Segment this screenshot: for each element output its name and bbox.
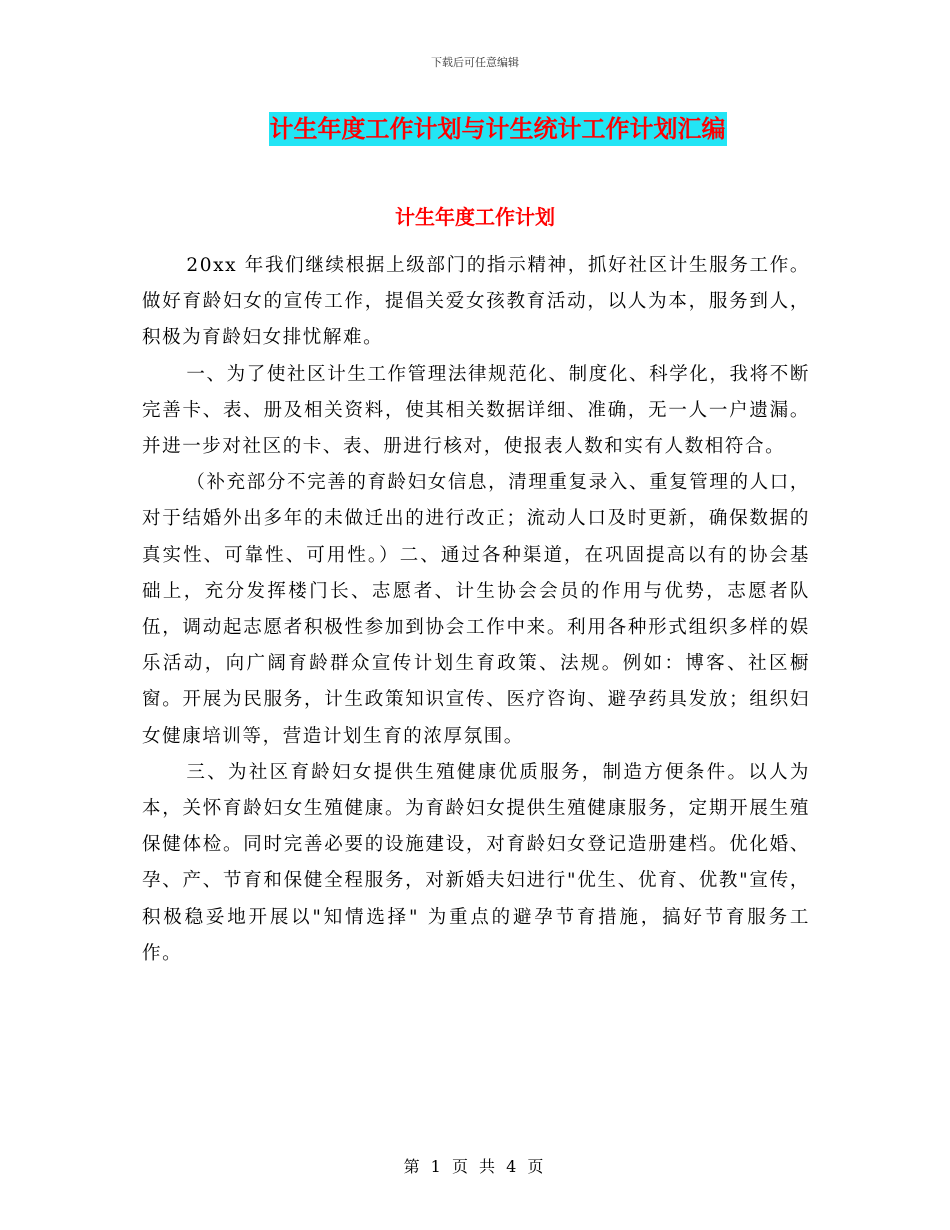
section-title: 计生年度工作计划	[395, 205, 555, 229]
document-title: 计生年度工作计划与计生统计工作计划汇编	[269, 112, 727, 146]
document-title-container	[0, 112, 950, 146]
paragraph-one: 一、为了使社区计生工作管理法律规范化、制度化、科学化，我将不断完善卡、表、册及相关资料，使其相关数据详细、准确，无一人一户遗漏。并进一步对社区的卡、表、册进行核对，使报表人数和实有人数相符合。	[142, 363, 810, 458]
paragraph-intro: 20xx 年我们继续根据上级部门的指示精神，抓好社区计生服务工作。做好育龄妇女的宣传工作，提倡关爱女孩教育活动，以人为本，服务到人，积极为育龄妇女排忧解难。	[142, 255, 810, 349]
paragraph-two: （补充部分不完善的育龄妇女信息，清理重复录入、重复管理的人口，对于结婚外出多年的未做迁出的进行改正；流动人口及时更新，确保数据的真实性、可靠性、可用性。）二、通过各种渠道，在巩固提高以有的协会基础上，充分发挥楼门长、志愿者、计生协会会员的作用与优势，志愿者队伍，调动起志愿者积极性参加到协会工作中来。利用各种形式组织多样的娱乐活动，向广阔育龄群众宣传计划生育政策、法规。例如：博客、社区橱窗。开展为民服务，计生政策知识宣传、医疗咨询、避孕药具发放；组织妇女健康培训等，营造计划生育的浓厚氛围。	[142, 472, 810, 747]
header-note: 下载后可任意编辑	[431, 56, 519, 69]
page-number: 第 1 页 共 4 页	[403, 1157, 547, 1176]
document-body	[142, 248, 810, 972]
paragraph-three: 三、为社区育龄妇女提供生殖健康优质服务，制造方便条件。以人为本，关怀育龄妇女生殖健康。为育龄妇女提供生殖健康服务，定期开展生殖保健体检。同时完善必要的设施建设，对育龄妇女登记造册建档。优化婚、孕、产、节育和保健全程服务，对新婚夫妇进行"优生、优育、优教"宣传，积极稳妥地开展以"知情选择" 为重点的避孕节育措施，搞好节育服务工作。	[142, 761, 810, 964]
